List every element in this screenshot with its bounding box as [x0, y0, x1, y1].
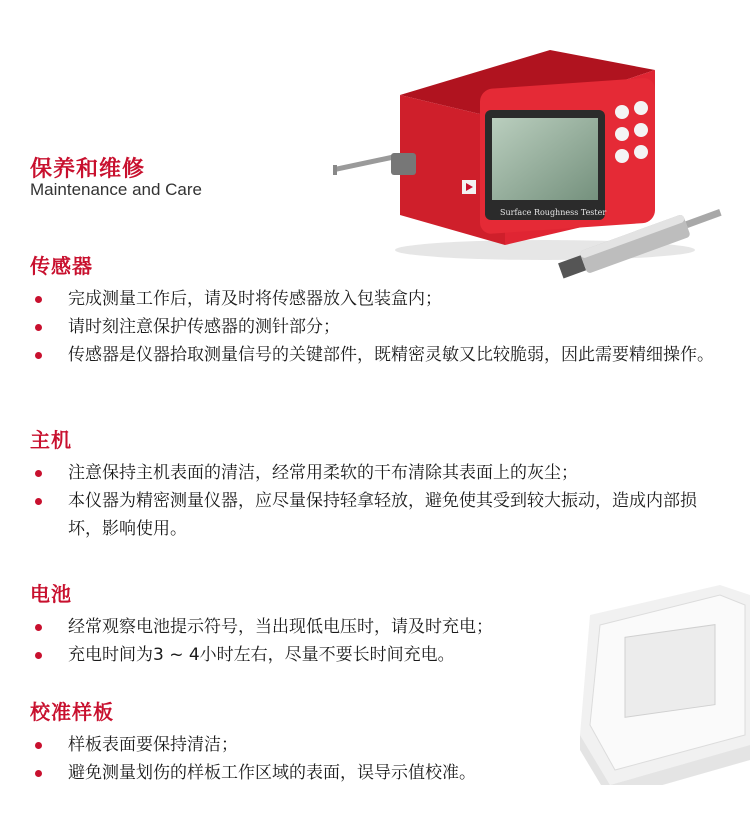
- list-item: 注意保持主机表面的清洁，经常用柔软的干布清除其表面上的灰尘；: [30, 459, 720, 487]
- section-title: 电池: [30, 582, 72, 606]
- bullet-icon: [35, 770, 42, 777]
- list-item: 请时刻注意保护传感器的测针部分；: [30, 313, 720, 341]
- bullet-list: [30, 613, 560, 669]
- list-item: 本仪器为精密测量仪器，应尽量保持轻拿轻放，避免使其受到较大振动，造成内部损坏，影响使用。: [30, 487, 720, 543]
- section-host: [30, 424, 720, 543]
- calibration-box-image: [570, 585, 750, 785]
- list-item: 充电时间为3 ~ 4小时左右，尽量不要长时间充电。: [30, 641, 560, 669]
- list-item: 经常观察电池提示符号，当出现低电压时，请及时充电；: [30, 613, 560, 641]
- bullet-icon: [35, 652, 42, 659]
- bullet-icon: [35, 324, 42, 331]
- bullet-icon: [35, 352, 42, 359]
- bullet-icon: [35, 742, 42, 749]
- section-title: 校准样板: [30, 700, 114, 724]
- bullet-icon: [35, 470, 42, 477]
- list-item: 样板表面要保持清洁；: [30, 731, 560, 759]
- list-item: 完成测量工作后，请及时将传感器放入包装盒内；: [30, 285, 720, 313]
- section-title: 主机: [30, 428, 72, 452]
- page-title: 保养和维修: [30, 157, 146, 182]
- section-calibration-sample: [30, 696, 560, 787]
- bullet-list: [30, 731, 560, 787]
- bullet-icon: [35, 498, 42, 505]
- bullet-icon: [35, 624, 42, 631]
- bullet-icon: [35, 296, 42, 303]
- bullet-list: [30, 285, 720, 369]
- section-sensor: [30, 250, 720, 369]
- section-battery: [30, 578, 560, 669]
- list-item: 传感器是仪器拾取测量信号的关键部件，既精密灵敏又比较脆弱，因此需要精细操作。: [30, 341, 720, 369]
- page-subtitle: Maintenance and Care: [30, 180, 203, 199]
- bullet-list: [30, 459, 720, 543]
- section-title: 传感器: [30, 254, 93, 278]
- list-item: 避免测量划伤的样板工作区域的表面，误导示值校准。: [30, 759, 560, 787]
- screen-label: Surface Roughness Tester: [500, 208, 607, 217]
- probe-tip-image: [333, 147, 423, 187]
